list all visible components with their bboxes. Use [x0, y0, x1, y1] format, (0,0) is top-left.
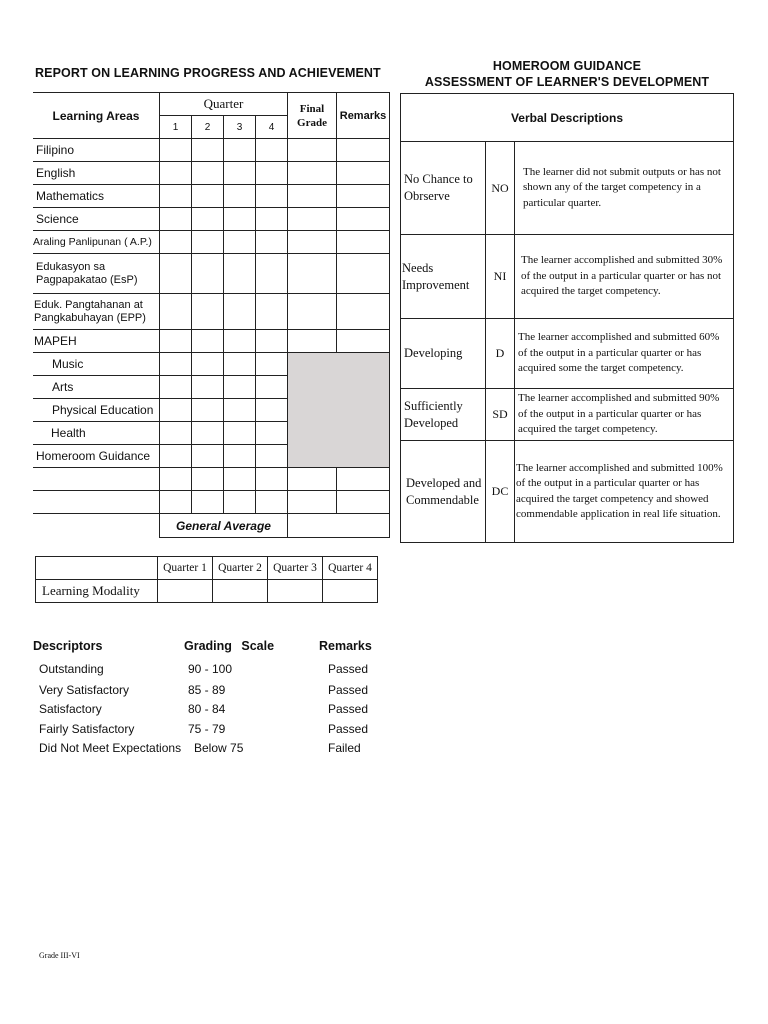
- final-grade-cell[interactable]: [288, 162, 337, 185]
- grade-level-footer: Grade III-VI: [39, 951, 80, 960]
- subject-health: Health: [33, 422, 160, 445]
- remarks-cell[interactable]: [337, 254, 390, 294]
- scale-descriptor: Very Satisfactory: [39, 683, 130, 697]
- subject-araling-panlipunan: Araling Panlipunan ( A.P.): [33, 231, 160, 254]
- descriptor-code: NI: [486, 235, 515, 319]
- grade-cell[interactable]: [256, 330, 288, 353]
- quarter-header: Quarter: [160, 93, 288, 116]
- subject-english: English: [33, 162, 160, 185]
- descriptor-label: Developed and Commendable: [401, 441, 486, 543]
- grade-row: [33, 185, 390, 208]
- grade-cell[interactable]: [160, 208, 192, 231]
- descriptor-label: Developing: [401, 319, 486, 389]
- grade-cell[interactable]: [160, 491, 192, 514]
- grade-cell[interactable]: [256, 139, 288, 162]
- modality-cell[interactable]: [158, 580, 213, 603]
- subject-esp: Edukasyon sa Pagpapakatao (EsP): [33, 254, 160, 294]
- grade-row: [33, 353, 390, 376]
- grade-cell[interactable]: [192, 445, 224, 468]
- subject-physical-education: Physical Education: [33, 399, 160, 422]
- grade-cell[interactable]: [160, 468, 192, 491]
- scale-range: 80 - 84: [188, 702, 226, 716]
- quarter-3-header: 3: [224, 116, 256, 139]
- subject-filipino: Filipino: [33, 139, 160, 162]
- descriptor-text: The learner did not submit outputs or has not shown any of the target competency in a particular quarter.: [515, 142, 734, 235]
- quarter-4-header: 4: [256, 116, 288, 139]
- final-grade-cell[interactable]: [288, 231, 337, 254]
- grade-cell[interactable]: [160, 445, 192, 468]
- descriptor-text: The learner accomplished and submitted 30% of the output in a particular quarter or has not acquired the target competency.: [515, 235, 734, 319]
- descriptor-text: The learner accomplished and submitted 100% of the output in a particular quarter or has acquired the target competency and showed commendable application in real life situation.: [515, 441, 734, 543]
- grade-cell[interactable]: [192, 208, 224, 231]
- grade-cell[interactable]: [256, 468, 288, 491]
- descriptor-code: NO: [486, 142, 515, 235]
- blank-subject[interactable]: [33, 491, 160, 514]
- scale-descriptor: Outstanding: [39, 662, 104, 676]
- subject-epp: Eduk. Pangtahanan at Pangkabuhayan (EPP): [33, 294, 160, 330]
- verbal-row: [401, 235, 734, 319]
- grade-cell[interactable]: [224, 231, 256, 254]
- scale-remark: Passed: [328, 662, 369, 676]
- homeroom-title: HOMEROOM GUIDANCE: [492, 59, 642, 73]
- grade-cell[interactable]: [224, 353, 256, 376]
- descriptor-label: Needs Improvement: [401, 235, 486, 319]
- grade-cell[interactable]: [224, 491, 256, 514]
- grade-cell[interactable]: [192, 231, 224, 254]
- subject-mapeh: MAPEH: [33, 330, 160, 353]
- grading-scale-header: Grading Scale: [184, 639, 275, 653]
- grade-cell[interactable]: [224, 139, 256, 162]
- remarks-cell[interactable]: [337, 185, 390, 208]
- quarter-2-header: 2: [192, 116, 224, 139]
- grade-cell[interactable]: [160, 399, 192, 422]
- grade-cell[interactable]: [224, 422, 256, 445]
- scale-range: 75 - 79: [188, 722, 226, 736]
- spacer: [33, 514, 160, 538]
- final-grade-header: [288, 93, 337, 139]
- report-title: REPORT ON LEARNING PROGRESS AND ACHIEVEMENT: [35, 66, 381, 80]
- final-grade-cell[interactable]: [288, 491, 337, 514]
- remarks-header: Remarks: [337, 93, 390, 139]
- grade-cell[interactable]: [224, 208, 256, 231]
- grade-cell[interactable]: [160, 422, 192, 445]
- scale-remark: Failed: [328, 741, 361, 755]
- modality-cell[interactable]: [268, 580, 323, 603]
- grade-cell[interactable]: [256, 208, 288, 231]
- grade-cell[interactable]: [256, 254, 288, 294]
- general-average-row: [33, 514, 390, 538]
- grade-cell[interactable]: [192, 399, 224, 422]
- grade-cell[interactable]: [224, 254, 256, 294]
- remarks-cell[interactable]: [337, 491, 390, 514]
- grade-cell[interactable]: [224, 294, 256, 330]
- grade-row: [33, 139, 390, 162]
- grade-cell[interactable]: [192, 468, 224, 491]
- subject-arts: Arts: [33, 376, 160, 399]
- grade-cell[interactable]: [256, 376, 288, 399]
- remarks-cell[interactable]: [337, 330, 390, 353]
- remarks-cell[interactable]: [337, 139, 390, 162]
- general-average-label: General Average: [160, 514, 288, 538]
- remarks-cell[interactable]: [337, 208, 390, 231]
- grade-cell[interactable]: [224, 185, 256, 208]
- descriptor-text: The learner accomplished and submitted 60% of the output in a particular quarter or has acquired some the target competency.: [515, 319, 734, 389]
- learning-modality-label: Learning Modality: [36, 580, 158, 603]
- grade-cell[interactable]: [160, 294, 192, 330]
- modality-quarter-4: Quarter 4: [323, 557, 378, 580]
- grade-cell[interactable]: [160, 139, 192, 162]
- grade-cell[interactable]: [224, 330, 256, 353]
- remarks-cell[interactable]: [337, 231, 390, 254]
- scale-range: 85 - 89: [188, 683, 226, 697]
- scale-range: Below 75: [194, 741, 244, 755]
- descriptor-code: D: [486, 319, 515, 389]
- grade-cell[interactable]: [224, 399, 256, 422]
- grade-cell[interactable]: [192, 376, 224, 399]
- learning-modality-table: [35, 556, 378, 603]
- descriptor-text: The learner accomplished and submitted 90% of the output in a particular quarter or has acquired the target competency.: [515, 389, 734, 441]
- grade-cell[interactable]: [256, 491, 288, 514]
- final-grade-cell[interactable]: [288, 294, 337, 330]
- descriptor-code: SD: [486, 389, 515, 441]
- remarks-cell[interactable]: [337, 294, 390, 330]
- grade-cell[interactable]: [192, 185, 224, 208]
- final-grade-cell[interactable]: [288, 208, 337, 231]
- scale-remark: Passed: [328, 683, 369, 697]
- scale-descriptor: Did Not Meet Expectations: [39, 741, 182, 755]
- final-grade-cell[interactable]: [288, 185, 337, 208]
- grade-cell[interactable]: [160, 353, 192, 376]
- modality-quarter-2: Quarter 2: [213, 557, 268, 580]
- subject-music: Music: [33, 353, 160, 376]
- grade-cell[interactable]: [192, 139, 224, 162]
- subject-science: Science: [33, 208, 160, 231]
- grade-cell[interactable]: [224, 162, 256, 185]
- blank-subject[interactable]: [33, 468, 160, 491]
- grade-row: [33, 491, 390, 514]
- verbal-row: [401, 319, 734, 389]
- grade-cell[interactable]: [160, 185, 192, 208]
- descriptor-label: No Chance to Obrserve: [401, 142, 486, 235]
- grade-row: [33, 208, 390, 231]
- final-grade-cell[interactable]: [288, 139, 337, 162]
- final-label: Final: [299, 102, 325, 115]
- final-grade-cell[interactable]: [288, 254, 337, 294]
- verbal-descriptions-header: Verbal Descriptions: [401, 94, 734, 142]
- grade-cell[interactable]: [256, 353, 288, 376]
- grade-cell[interactable]: [192, 254, 224, 294]
- descriptors-header: Descriptors: [33, 639, 103, 653]
- shaded-block: [288, 353, 390, 468]
- quarter-1-header: 1: [160, 116, 192, 139]
- learning-areas-table: [33, 92, 390, 538]
- scale-descriptor: Fairly Satisfactory: [39, 722, 135, 736]
- grade-cell[interactable]: [192, 330, 224, 353]
- grade-row: [33, 468, 390, 491]
- modality-quarter-1: Quarter 1: [158, 557, 213, 580]
- verbal-row: [401, 441, 734, 543]
- grade-cell[interactable]: [160, 231, 192, 254]
- final-grade-cell[interactable]: [288, 330, 337, 353]
- descriptor-label: Sufficiently Developed: [401, 389, 486, 441]
- modality-cell[interactable]: [323, 580, 378, 603]
- homeroom-subtitle: ASSESSMENT OF LEARNER'S DEVELOPMENT: [424, 75, 710, 89]
- modality-quarter-3: Quarter 3: [268, 557, 323, 580]
- scale-remark: Passed: [328, 722, 369, 736]
- remarks-cell[interactable]: [337, 162, 390, 185]
- grade-cell[interactable]: [256, 185, 288, 208]
- grade-cell[interactable]: [192, 294, 224, 330]
- verbal-row: [401, 389, 734, 441]
- grade-cell[interactable]: [256, 399, 288, 422]
- grade-row: [33, 231, 390, 254]
- subject-mathematics: Mathematics: [33, 185, 160, 208]
- grade-label: Grade: [297, 116, 327, 129]
- grade-cell[interactable]: [224, 376, 256, 399]
- grade-row: [33, 254, 390, 294]
- modality-cell[interactable]: [213, 580, 268, 603]
- grade-cell[interactable]: [192, 491, 224, 514]
- verbal-descriptions-table: [400, 93, 734, 543]
- grade-cell[interactable]: [224, 468, 256, 491]
- grade-cell[interactable]: [256, 162, 288, 185]
- final-grade-cell[interactable]: [288, 468, 337, 491]
- grade-row: [33, 330, 390, 353]
- grade-row: [33, 162, 390, 185]
- scale-range: 90 - 100: [188, 662, 233, 676]
- grade-cell[interactable]: [256, 445, 288, 468]
- scale-descriptor: Satisfactory: [39, 702, 102, 716]
- grade-cell[interactable]: [256, 231, 288, 254]
- remarks-scale-header: Remarks: [319, 639, 372, 653]
- general-average-value[interactable]: [288, 514, 390, 538]
- grade-cell[interactable]: [192, 422, 224, 445]
- grade-cell[interactable]: [160, 330, 192, 353]
- remarks-cell[interactable]: [337, 468, 390, 491]
- grade-cell[interactable]: [160, 376, 192, 399]
- grade-cell[interactable]: [192, 353, 224, 376]
- grade-cell[interactable]: [192, 162, 224, 185]
- verbal-row: [401, 142, 734, 235]
- scale-remark: Passed: [328, 702, 369, 716]
- grade-cell[interactable]: [224, 445, 256, 468]
- grade-cell[interactable]: [256, 422, 288, 445]
- grade-row: [33, 294, 390, 330]
- grade-cell[interactable]: [160, 162, 192, 185]
- grade-cell[interactable]: [256, 294, 288, 330]
- descriptor-code: DC: [486, 441, 515, 543]
- grade-cell[interactable]: [160, 254, 192, 294]
- modality-corner: [36, 557, 158, 580]
- subject-homeroom-guidance: Homeroom Guidance: [33, 445, 160, 468]
- learning-areas-header: Learning Areas: [33, 93, 160, 139]
